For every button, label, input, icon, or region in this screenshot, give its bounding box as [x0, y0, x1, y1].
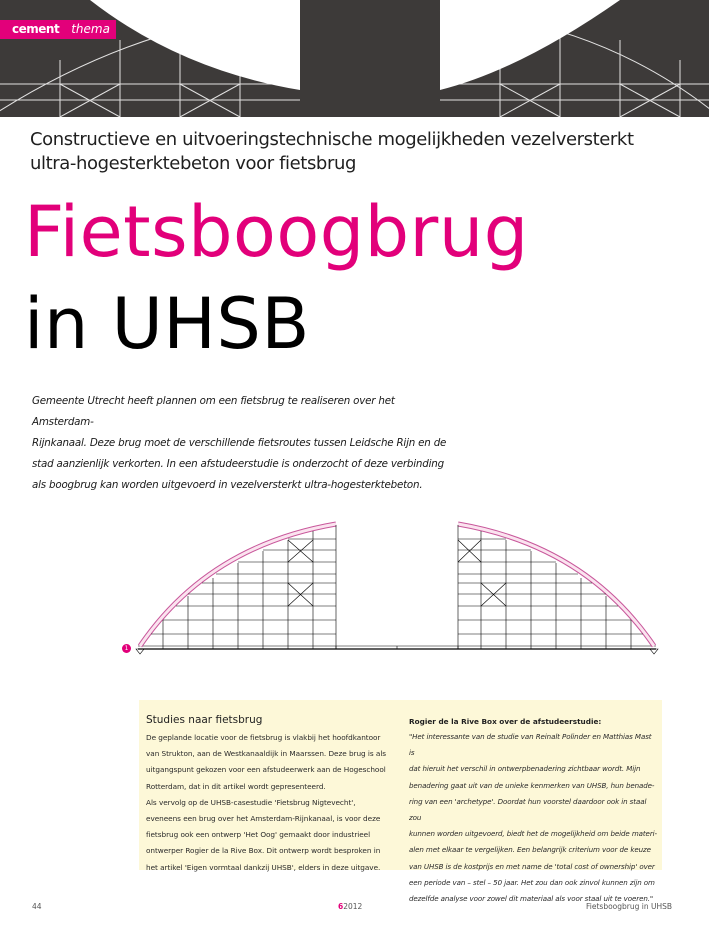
article-title-line-1: Fietsboogbrug: [24, 191, 529, 273]
sidebar-left-line: De geplande locatie voor de fietsbrug is vlakbij het hoofdkantoor: [146, 733, 381, 742]
section-label: thema: [71, 22, 110, 36]
sidebar-left-line: van Strukton, aan de Westkanaaldijk in Maarssen. Deze brug is als: [146, 749, 387, 759]
figure-number-badge: 1: [122, 644, 131, 653]
lead-line: Rijnkanaal. Deze brug moet de verschillende fietsroutes tussen Leidsche Rijn en de: [32, 437, 447, 449]
sidebar-quote-heading: Rogier de la Rive Box over de afstudeerstudie:: [409, 717, 602, 726]
sidebar-left-line: eveneens een brug over het Amsterdam-Rijnkanaal, is voor deze: [146, 814, 381, 824]
banner-arch-graphic: [0, 0, 709, 117]
header-banner: [0, 0, 709, 117]
sidebar-left-body: [146, 730, 396, 876]
brand-tag: [0, 20, 116, 39]
issue-label: [338, 902, 362, 911]
sidebar-left-line: het artikel 'Eigen vormtaal dankzij UHSB', elders in deze uitgave.: [146, 862, 381, 872]
issue-year: 2012: [343, 902, 363, 911]
article-lead: [32, 391, 452, 496]
sidebar-quote-line: "Het interessante van de studie van Reinalt Polinder en Matthias Mast is: [409, 732, 652, 758]
sidebar-box: [139, 700, 662, 904]
sidebar-right-column: [409, 712, 659, 907]
sidebar-left-line: Als vervolg op de UHSB-casestudie 'Fietsbrug Nigtevecht',: [146, 797, 356, 807]
subtitle-line-1: Constructieve en uitvoeringstechnische mogelijkheden vezelversterkt: [30, 129, 634, 150]
bridge-elevation-svg: [118, 516, 666, 656]
sidebar-quote-line: alen met elkaar te vergelijken. Een belangrijk criterium voor de keuze: [409, 845, 651, 855]
sidebar-quote-body: [409, 729, 659, 907]
sidebar-quote-line: benadering gaat uit van de unieke kenmerken van UHSB, hun benade-: [409, 780, 655, 790]
sidebar-left-column: [146, 712, 396, 876]
bridge-drawing: [118, 516, 666, 656]
logo-text: cement: [12, 22, 60, 36]
running-title: Fietsboogbrug in UHSB: [586, 902, 673, 911]
sidebar-left-line: ontwerper Rogier de la Rive Box. Dit ontwerp wordt besproken in: [146, 846, 381, 856]
sidebar-quote-line: een periode van – stel – 50 jaar. Het zou dan ook zinvol kunnen zijn om: [409, 877, 655, 887]
subtitle-line-2: ultra-hogesterktebeton voor fietsbrug: [30, 153, 356, 174]
sidebar-quote-line: ring van een 'archetype'. Doordat hun voorstel daardoor ook in staal zou: [409, 796, 647, 823]
lead-line: als boogbrug kan worden uitgevoerd in vezelversterkt ultra-hogesterktebeton.: [32, 479, 423, 491]
sidebar-left-line: uitgangspunt gekozen voor een afstudeerwerk aan de Hogeschool: [146, 765, 386, 775]
article-title-line-2: in UHSB: [24, 283, 310, 365]
issue-number: 6: [338, 902, 344, 911]
sidebar-left-line: Rotterdam, dat in dit artikel wordt gepresenteerd.: [146, 781, 326, 791]
sidebar-quote-line: kunnen worden uitgevoerd, biedt het de mogelijkheid om beide materi-: [409, 829, 657, 839]
sidebar-quote-line: van UHSB is de kostprijs en met name de 'total cost of ownership' over: [409, 861, 655, 871]
lead-line: Gemeente Utrecht heeft plannen om een fietsbrug te realiseren over het Amsterdam-: [32, 395, 395, 428]
sidebar-title: Studies naar fietsbrug: [146, 714, 263, 726]
article-subtitle: [30, 128, 670, 176]
sidebar-quote-line: dezelfde analyse voor zowel dit materiaal als voor staal uit te voeren.": [409, 894, 654, 904]
sidebar-left-line: fietsbrug ook een ontwerp 'Het Oog' gemaakt door industrieel: [146, 830, 371, 840]
lead-line: stad aanzienlijk verkorten. In een afstudeerstudie is onderzocht of deze verbinding: [32, 458, 444, 470]
cement-logo: [0, 20, 67, 39]
page-number: 44: [32, 902, 42, 911]
sidebar-quote-line: dat hieruit het verschil in ontwerpbenadering zichtbaar wordt. Mijn: [409, 764, 641, 774]
section-tag: [67, 20, 116, 39]
